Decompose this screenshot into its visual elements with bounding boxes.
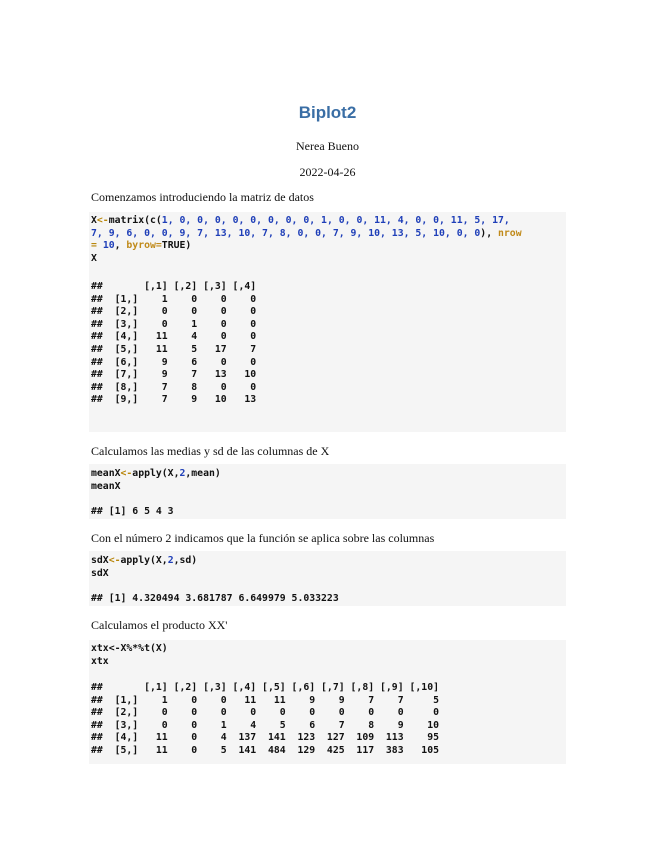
code-token: X (91, 215, 97, 226)
code-token: sdX (91, 555, 109, 566)
code-matrix-print: X (91, 252, 97, 264)
code-xtx-call: xtx<-X%*%t(X) (91, 643, 168, 654)
paragraph-means-sd: Calculamos las medias y sd de las columnas de X (91, 444, 330, 458)
code-sd (91, 555, 197, 580)
document-title: Biplot2 (298, 103, 357, 122)
code-token: 2 (167, 555, 174, 566)
output-line: ## [1] 6 5 4 3 (91, 506, 174, 517)
output-line: ## [2,] 0 0 0 0 (91, 306, 257, 318)
output-xtx (91, 682, 439, 758)
output-line: ## [,1] [,2] [,3] [,4] [,5] [,6] [,7] [,8] [,9] [,10] (91, 682, 439, 693)
output-line: ## [9,] 7 9 10 13 (91, 394, 257, 406)
output-line: ## [1,] 1 0 0 0 (91, 293, 257, 305)
code-token: matrix(c( (108, 215, 162, 226)
output-matrix-x (91, 281, 256, 407)
code-mean-print: meanX (91, 480, 121, 492)
code-token: <- (120, 468, 133, 479)
output-line: ## [4,] 11 4 0 0 (91, 331, 257, 343)
code-token: 1, 0, 0, 0, 0, 0, 0, 0, 0, 1, 0, 0, 11, 4, 0, 0, 11, 5, 17, (161, 215, 510, 226)
code-token: apply(X, (120, 555, 168, 566)
code-token: ), (480, 227, 498, 239)
code-token: , (114, 240, 127, 252)
code-token: byrow= (126, 240, 162, 252)
output-line: ## [2,] 0 0 0 0 0 0 0 0 0 0 (91, 707, 439, 719)
code-token: 7, 9, 6, 0, 0, 9, 7, 13, 10, 7, 8, 0, 0, 7, 9, 10, 13, 5, 10, 0, 0 (91, 227, 481, 239)
output-line: ## [7,] 9 7 13 10 (91, 369, 257, 381)
paragraph-product-xx: Calculamos el producto XX' (91, 618, 228, 632)
output-line: ## [3,] 0 1 0 0 (91, 318, 257, 330)
code-sd-print: sdX (91, 567, 109, 579)
document-date: 2022-04-26 (299, 165, 356, 179)
code-token: meanX (91, 468, 121, 479)
code-xtx-print: xtx (91, 655, 109, 667)
code-xtx (91, 643, 168, 668)
paragraph-intro-matrix: Comenzamos introduciendo la matriz de datos (91, 190, 314, 204)
output-line: ## [4,] 11 0 4 137 141 123 127 109 113 95 (91, 732, 439, 744)
output-line: ## [3,] 0 0 1 4 5 6 7 8 9 10 (91, 719, 439, 731)
code-token: nrow (498, 227, 522, 239)
code-token: TRUE) (161, 240, 192, 252)
code-mean (91, 468, 221, 493)
output-meanx (91, 506, 174, 519)
output-line: ## [8,] 7 8 0 0 (91, 381, 257, 393)
output-line: ## [5,] 11 0 5 141 484 129 425 117 383 105 (91, 744, 439, 756)
output-line: ## [5,] 11 5 17 7 (91, 343, 257, 355)
code-token: = (91, 240, 97, 252)
output-line: ## [,1] [,2] [,3] [,4] (91, 281, 257, 292)
code-token: ,mean) (185, 468, 221, 479)
output-line: ## [1,] 1 0 0 11 11 9 9 7 7 5 (91, 694, 439, 706)
code-token: 2 (179, 468, 186, 479)
code-token: apply(X, (132, 468, 180, 479)
code-token: ,sd) (173, 555, 198, 566)
document-author: Nerea Bueno (296, 139, 359, 153)
code-matrix-call (91, 215, 522, 265)
paragraph-apply-columns: Con el número 2 indicamos que la función se aplica sobre las columnas (91, 531, 435, 545)
output-sdx (91, 593, 339, 606)
output-line: ## [6,] 9 6 0 0 (91, 356, 257, 368)
code-token: <- (108, 555, 121, 566)
output-line: ## [1] 4.320494 3.681787 6.649979 5.033223 (91, 593, 339, 604)
code-token: 10 (102, 240, 115, 252)
code-token: <- (96, 215, 109, 226)
